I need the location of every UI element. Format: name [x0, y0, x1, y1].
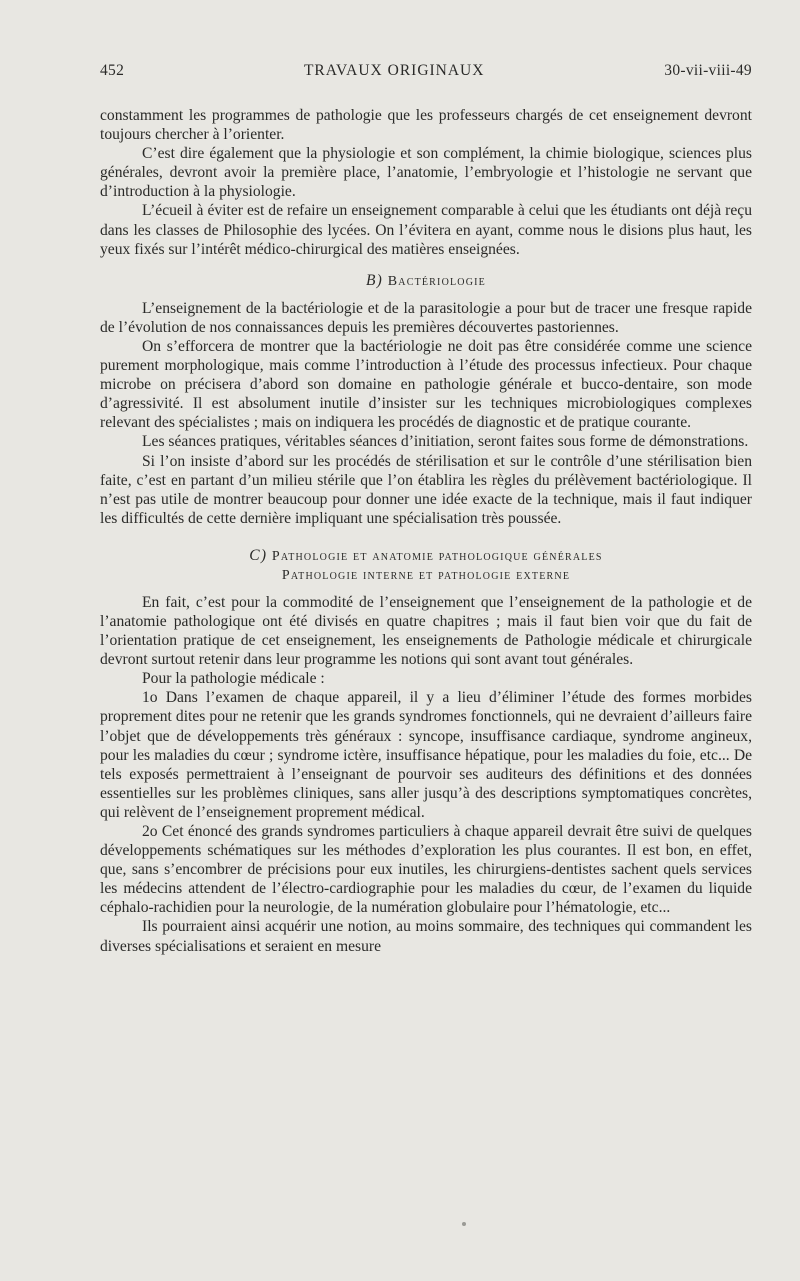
print-speck [462, 1222, 466, 1226]
section-letter: C) [249, 546, 268, 564]
section-heading-line [100, 546, 752, 566]
body-text [100, 106, 752, 956]
section-subtitle: Pathologie interne et pathologie externe [281, 567, 571, 583]
paragraph: Les séances pratiques, véritables séances d’initiation, seront faites sous forme de démonstrations. [142, 433, 749, 451]
paragraph: L’enseignement de la bactériologie et de la parasitologie a pour but de tracer une fresque rapide de l’évolution de nos connaissances depuis les premières découvertes pastoriennes. [100, 299, 752, 336]
paragraph: Ils pourraient ainsi acquérir une notion, au moins sommaire, des techniques qui commandent les diverses spécialisations et seraient en mesure [100, 918, 752, 955]
section-heading-bacteriologie [100, 271, 752, 291]
section-title: Bactériologie [387, 273, 486, 289]
page-number: 452 [100, 62, 125, 79]
paragraph: Si l’on insiste d’abord sur les procédés de stérilisation et sur le contrôle d’une stérilisation bien faite, c’est en partant d’un milieu stérile que l’on établira les règles du prélèvement bactériologique. Il n’est pas utile de montrer beaucoup pour donner une idée exacte de la technique, mais il faut indiquer les difficultés de cette dernière impliquant une spécialisation très poussée. [100, 452, 752, 527]
running-head [100, 62, 752, 80]
paragraph: En fait, c’est pour la commodité de l’enseignement que l’enseignement de la pathologie et de l’anatomie pathologique ont été divisés en quatre chapitres ; mais il faut bien voir que du fait de l’orientation pratique de cet enseignement, les enseignements de Pathologie médicale et chirurgicale devront surtout retenir dans leur programme les notions qui sont avant tout générales. [100, 593, 752, 669]
paragraph: Pour la pathologie médicale : [142, 670, 325, 688]
section-heading-pathologie [100, 546, 752, 585]
paragraph: 1o Dans l’examen de chaque appareil, il y a lieu d’éliminer l’étude des formes morbides proprement dites pour ne retenir que les grands syndromes fonctionnels, qui ne devraient d’ailleurs faire l’objet que de développements très généraux : syncope, insuffisance cardiaque, syndrome angineux, pour les maladies du cœur ; syndrome ictère, insuffisance hépatique, pour les maladies du foie, etc... De tels exposés permettraient à l’enseignant de pourvoir ses auditeurs des définitions et des données essentielles sur les problèmes cliniques, sans aller jusqu’à des descriptions symptomatiques concrètes, qui relèvent de l’enseignement proprement médical. [100, 689, 752, 821]
paragraph: C’est dire également que la physiologie et son complément, la chimie biologique, sciences plus générales, devront avoir la première place, l’anatomie, l’embryologie et l’histologie ne servant que d’introduction à la physiologie. [100, 145, 752, 201]
journal-section-title: TRAVAUX ORIGINAUX [303, 62, 485, 79]
section-title: Pathologie et anatomie pathologique générales [271, 548, 603, 564]
section-letter: B) [366, 271, 384, 289]
paragraph: 2o Cet énoncé des grands syndromes particuliers à chaque appareil devrait être suivi de quelques développements schématiques sur les méthodes d’exploration les plus courantes. Il est bon, en effet, que, sans s’encombrer de précisions pour eux inutiles, les chirurgiens-dentistes sachent quels services les médecins attendent de l’électro-cardiographie pour les maladies du cœur, de l’examen du liquide céphalo-rachidien pour la neurologie, de la numération globulaire pour l’hématologie, etc... [100, 823, 752, 917]
paragraph: constamment les programmes de pathologie que les professeurs chargés de cet enseignement devront toujours chercher à l’orienter. [100, 107, 752, 144]
issue-date: 30-vii-viii-49 [664, 62, 752, 79]
paragraph: L’écueil à éviter est de refaire un enseignement comparable à celui que les étudiants ont déjà reçu dans les classes de Philosophie des lycées. On l’évitera en ayant, comme nous le disions plus haut, les yeux fixés sur l’intérêt médico-chirurgical des matières enseignées. [100, 202, 752, 258]
paragraph: On s’efforcera de montrer que la bactériologie ne doit pas être considérée comme une science purement morphologique, mais comme l’introduction à l’étude des processus infectieux. Pour chaque microbe on précisera d’abord son domaine en pathologie générale et bucco-dentaire, son mode d’agressivité. Il est absolument inutile d’insister sur les techniques microbiologiques complexes relevant des spécialistes ; mais on indiquera les procédés de diagnostic et de pratique courante. [100, 337, 752, 432]
